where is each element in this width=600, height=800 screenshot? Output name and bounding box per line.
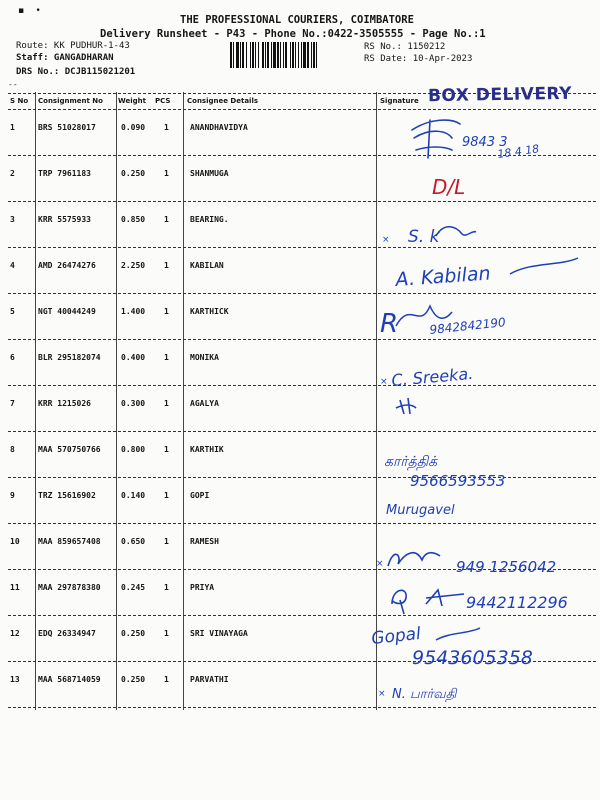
signature-row-11-stroke (392, 590, 406, 614)
cell-pcs: 1 (164, 261, 169, 270)
cell-consignment: MAA 570750766 (38, 445, 101, 454)
signature-row-3-mark: × (382, 235, 390, 245)
cell-weight: 0.300 (121, 399, 146, 408)
signature-row-11-number: 9442112296 (466, 593, 568, 612)
cell-pcs: 1 (164, 675, 169, 684)
signature-row-4: A. Kabilan (394, 262, 492, 291)
signature-row-4-tail (510, 258, 578, 274)
signature-row-13: N. பார்வதி (392, 687, 457, 702)
signature-row-13-mark: × (378, 689, 386, 699)
cell-weight: 2.250 (121, 261, 146, 270)
cell-pcs: 1 (164, 537, 169, 546)
signature-row-2: D/L (432, 175, 466, 199)
cell-consignment: EDQ 26334947 (38, 629, 96, 638)
cell-weight: 0.650 (121, 537, 146, 546)
cell-sno: 6 (10, 353, 15, 362)
cell-consignee: ANANDHAVIDYA (190, 123, 248, 132)
signature-row-9: Murugavel (386, 503, 455, 518)
cell-consignment: NGT 40044249 (38, 307, 96, 316)
cell-consignment: BLR 295182074 (38, 353, 101, 362)
cell-sno: 8 (10, 445, 15, 454)
cell-sno: 12 (10, 629, 20, 638)
cell-consignment: BRS 51028017 (38, 123, 96, 132)
company-title: THE PROFESSIONAL COURIERS, COIMBATORE (180, 14, 414, 26)
cell-pcs: 1 (164, 215, 169, 224)
route: Route: KK PUDHUR-1-43 (16, 41, 130, 51)
cell-consignee: PRIYA (190, 583, 215, 592)
signature-row-8-number: 9566593553 (410, 472, 506, 490)
cell-pcs: 1 (164, 583, 169, 592)
cell-sno: 5 (10, 307, 15, 316)
cell-weight: 0.800 (121, 445, 146, 454)
cell-sno: 11 (10, 583, 20, 592)
cell-consignment: TRP 7961183 (38, 169, 91, 178)
signature-row-8: கார்த்திக் (384, 454, 438, 470)
cell-weight: 0.140 (121, 491, 146, 500)
signature-row-10-stroke (388, 553, 440, 566)
separator-mark: -- (8, 80, 18, 89)
cell-weight: 0.250 (121, 675, 146, 684)
runsheet-subtitle: Delivery Runsheet - P43 - Phone No.:0422-3505555 - Page No.:1 (100, 28, 486, 40)
rs-number: RS No.: 1150212 (364, 42, 446, 52)
cell-sno: 9 (10, 491, 15, 500)
cell-consignment: MAA 859657408 (38, 537, 101, 546)
cell-weight: 0.090 (121, 123, 146, 132)
signature-row-3: S. k (408, 227, 440, 247)
cell-sno: 2 (10, 169, 15, 178)
cell-consignee: SHANMUGA (190, 169, 229, 178)
col-signature: Signature (380, 97, 419, 105)
signature-row-12-tail (436, 628, 480, 640)
box-delivery-stamp: BOX DELIVERY (427, 83, 573, 107)
signature-row-12: Gopal (370, 623, 422, 649)
cell-consignment: MAA 568714059 (38, 675, 101, 684)
cell-sno: 10 (10, 537, 20, 546)
cell-consignment: TRZ 15616902 (38, 491, 96, 500)
signature-row-6: C. Sreeka. (390, 363, 474, 390)
signature-row-12-number: 9543605358 (412, 647, 533, 669)
signature-row-1-note-b: 18 4 18 (496, 142, 541, 161)
cell-consignee: KARTHIK (190, 445, 224, 454)
cell-sno: 3 (10, 215, 15, 224)
cell-consignment: AMD 26474276 (38, 261, 96, 270)
col-weight: Weight (118, 97, 146, 105)
rs-date: RS Date: 10-Apr-2023 (364, 54, 473, 64)
cell-sno: 13 (10, 675, 20, 684)
cell-consignee: SRI VINAYAGA (190, 629, 248, 638)
cell-consignee: KABILAN (190, 261, 224, 270)
cell-consignment: KRR 1215026 (38, 399, 91, 408)
cell-consignment: KRR 5575933 (38, 215, 91, 224)
signature-row-6-mark: × (380, 377, 388, 387)
signature-row-5-number: 9842842190 (428, 315, 507, 337)
signature-row-1-note-a: 9843 3 (462, 135, 508, 150)
cell-pcs: 1 (164, 353, 169, 362)
signature-row-10-mark: × (376, 559, 384, 569)
signature-row-3-stroke (436, 227, 476, 236)
cell-weight: 0.250 (121, 169, 146, 178)
cell-consignee: GOPI (190, 491, 210, 500)
col-sno: S No (10, 97, 29, 105)
signature-row-1 (412, 120, 460, 158)
signature-row-11-mark (426, 590, 464, 606)
scan-mark: ▪ • (18, 6, 41, 16)
cell-weight: 0.850 (121, 215, 146, 224)
cell-weight: 0.400 (121, 353, 146, 362)
cell-consignee: RAMESH (190, 537, 219, 546)
cell-pcs: 1 (164, 629, 169, 638)
cell-sno: 7 (10, 399, 15, 408)
cell-pcs: 1 (164, 169, 169, 178)
col-pcs: PCS (155, 97, 171, 105)
signature-row-10-number: 949 1256042 (456, 558, 557, 576)
signature-row-5: R (380, 309, 399, 339)
staff: Staff: GANGADHARAN (16, 53, 114, 63)
col-details: Consignee Details (187, 97, 259, 105)
cell-sno: 4 (10, 261, 15, 270)
cell-consignee: BEARING. (190, 215, 229, 224)
cell-weight: 0.245 (121, 583, 146, 592)
cell-consignee: MONIKA (190, 353, 219, 362)
cell-consignee: PARVATHI (190, 675, 229, 684)
signature-row-7 (396, 398, 416, 414)
cell-weight: 1.400 (121, 307, 146, 316)
cell-weight: 0.250 (121, 629, 146, 638)
cell-consignee: KARTHICK (190, 307, 229, 316)
cell-pcs: 1 (164, 399, 169, 408)
drs-number: DRS No.: DCJB115021201 (16, 67, 136, 77)
cell-pcs: 1 (164, 307, 169, 316)
cell-pcs: 1 (164, 445, 169, 454)
cell-consignment: MAA 297878380 (38, 583, 101, 592)
cell-pcs: 1 (164, 491, 169, 500)
col-consignment: Consignment No (38, 97, 103, 105)
cell-consignee: AGALYA (190, 399, 219, 408)
cell-pcs: 1 (164, 123, 169, 132)
cell-sno: 1 (10, 123, 15, 132)
